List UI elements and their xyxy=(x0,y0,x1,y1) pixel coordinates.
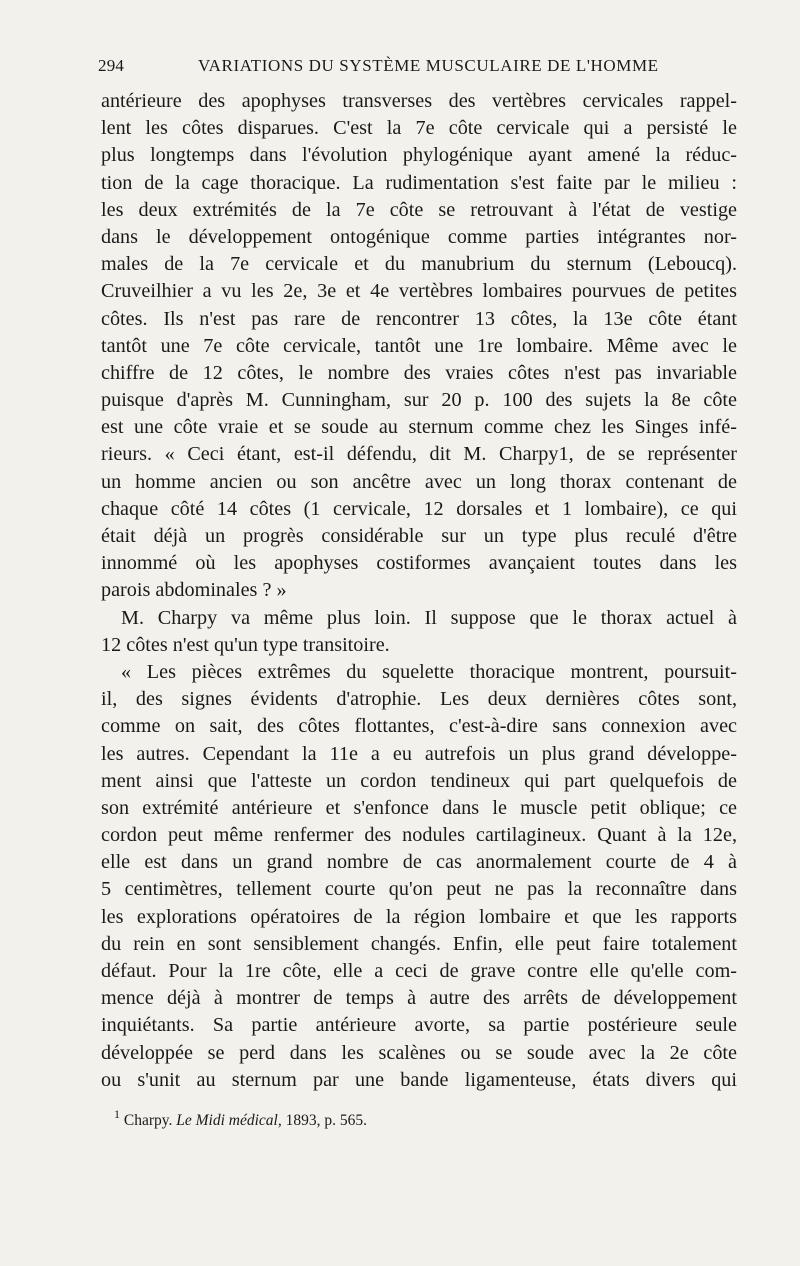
text-line: un homme ancien ou son ancêtre avec un long thorax contenant de xyxy=(101,470,737,493)
page-number: 294 xyxy=(98,56,125,75)
text-line: plus longtemps dans l'évolution phylogénique ayant amené la réduc- xyxy=(101,144,737,167)
text-line: rieurs. « Ceci étant, est-il défendu, dit M. Charpy1, de se représenter xyxy=(101,443,737,466)
text-line: mence déjà à montrer de temps à autre des arrêts de développement xyxy=(101,987,737,1010)
text-line: cordon peut même renfermer des nodules cartilagineux. Quant à la 12e, xyxy=(101,824,737,847)
text-line: puisque d'après M. Cunningham, sur 20 p. 100 des sujets la 8e côte xyxy=(101,389,737,412)
text-line: inquiétants. Sa partie antérieure avorte, sa partie postérieure seule xyxy=(101,1014,737,1037)
footnote xyxy=(114,1107,734,1131)
text-line: côtes. Ils n'est pas rare de rencontrer 13 côtes, la 13e côte étant xyxy=(101,307,737,330)
text-line: dans le développement ontogénique comme parties intégrantes nor- xyxy=(101,225,737,248)
text-line: comme on sait, des côtes flottantes, c'est-à-dire sans connexion avec xyxy=(101,715,737,738)
text-line: elle est dans un grand nombre de cas anormalement courte de 4 à xyxy=(101,851,737,874)
text-line: développée se perd dans les scalènes ou se soude avec la 2e côte xyxy=(101,1041,737,1064)
running-header xyxy=(98,56,738,82)
text-line: les autres. Cependant la 11e a eu autrefois un plus grand développe- xyxy=(101,742,737,765)
body-text xyxy=(101,88,737,1094)
footnote-reference: 1893, p. 565. xyxy=(285,1112,367,1129)
text-line: antérieure des apophyses transverses des vertèbres cervicales rappel- xyxy=(101,90,737,112)
text-line: il, des signes évidents d'atrophie. Les deux dernières côtes sont, xyxy=(101,688,737,711)
paragraph-end-line: 12 côtes n'est qu'un type transitoire. xyxy=(101,633,390,656)
paragraph-start-line: M. Charpy va même plus loin. Il suppose que le thorax actuel à xyxy=(121,606,737,629)
text-line: les deux extrémités de la 7e côte se retrouvant à l'état de vestige xyxy=(101,198,737,221)
text-line: males de la 7e cervicale et du manubrium du sternum (Leboucq). xyxy=(101,253,737,276)
text-line: Cruveilhier a vu les 2e, 3e et 4e vertèbres lombaires pourvues de petites xyxy=(101,280,737,303)
text-line: du rein en sont sensiblement changés. Enfin, elle peut faire totalement xyxy=(101,932,737,955)
text-line: défaut. Pour la 1re côte, elle a ceci de grave contre elle qu'elle com- xyxy=(101,960,737,982)
text-line: ment ainsi que l'atteste un cordon tendineux qui part quelquefois de xyxy=(101,769,737,792)
paragraph-start-line: « Les pièces extrêmes du squelette thoracique montrent, poursuit- xyxy=(121,660,737,683)
text-line: tantôt une 7e côte cervicale, tantôt une 1re lombaire. Même avec le xyxy=(101,334,737,357)
footnote-author: Charpy. xyxy=(123,1112,173,1129)
text-line: est une côte vraie et se soude au sternum comme chez les Singes infé- xyxy=(101,416,737,439)
text-line: ou s'unit au sternum par une bande ligamenteuse, états divers qui xyxy=(101,1068,737,1091)
text-line: chiffre de 12 côtes, le nombre des vraies côtes n'est pas invariable xyxy=(101,361,737,384)
text-line: son extrémité antérieure et s'enfonce dans le muscle petit oblique; ce xyxy=(101,796,737,819)
text-line: tion de la cage thoracique. La rudimentation s'est faite par le milieu : xyxy=(101,171,737,194)
text-line: innommé où les apophyses costiformes avançaient toutes dans les xyxy=(101,552,737,575)
text-line: lent les côtes disparues. C'est la 7e côte cervicale qui a persisté le xyxy=(101,117,737,140)
paragraph-end-line: parois abdominales ? » xyxy=(101,579,287,602)
running-title: VARIATIONS DU SYSTÈME MUSCULAIRE DE L'HOMME xyxy=(198,56,659,75)
footnote-journal: Le Midi médical, xyxy=(176,1112,282,1129)
text-line: était déjà un progrès considérable sur un type plus reculé d'être xyxy=(101,525,737,547)
text-line: 5 centimètres, tellement courte qu'on peut ne pas la reconnaître dans xyxy=(101,878,737,901)
text-line: les explorations opératoires de la région lombaire et que les rapports xyxy=(101,905,737,928)
text-line: chaque côté 14 côtes (1 cervicale, 12 dorsales et 1 lombaire), ce qui xyxy=(101,497,737,520)
footnote-marker: 1 xyxy=(114,1107,120,1121)
